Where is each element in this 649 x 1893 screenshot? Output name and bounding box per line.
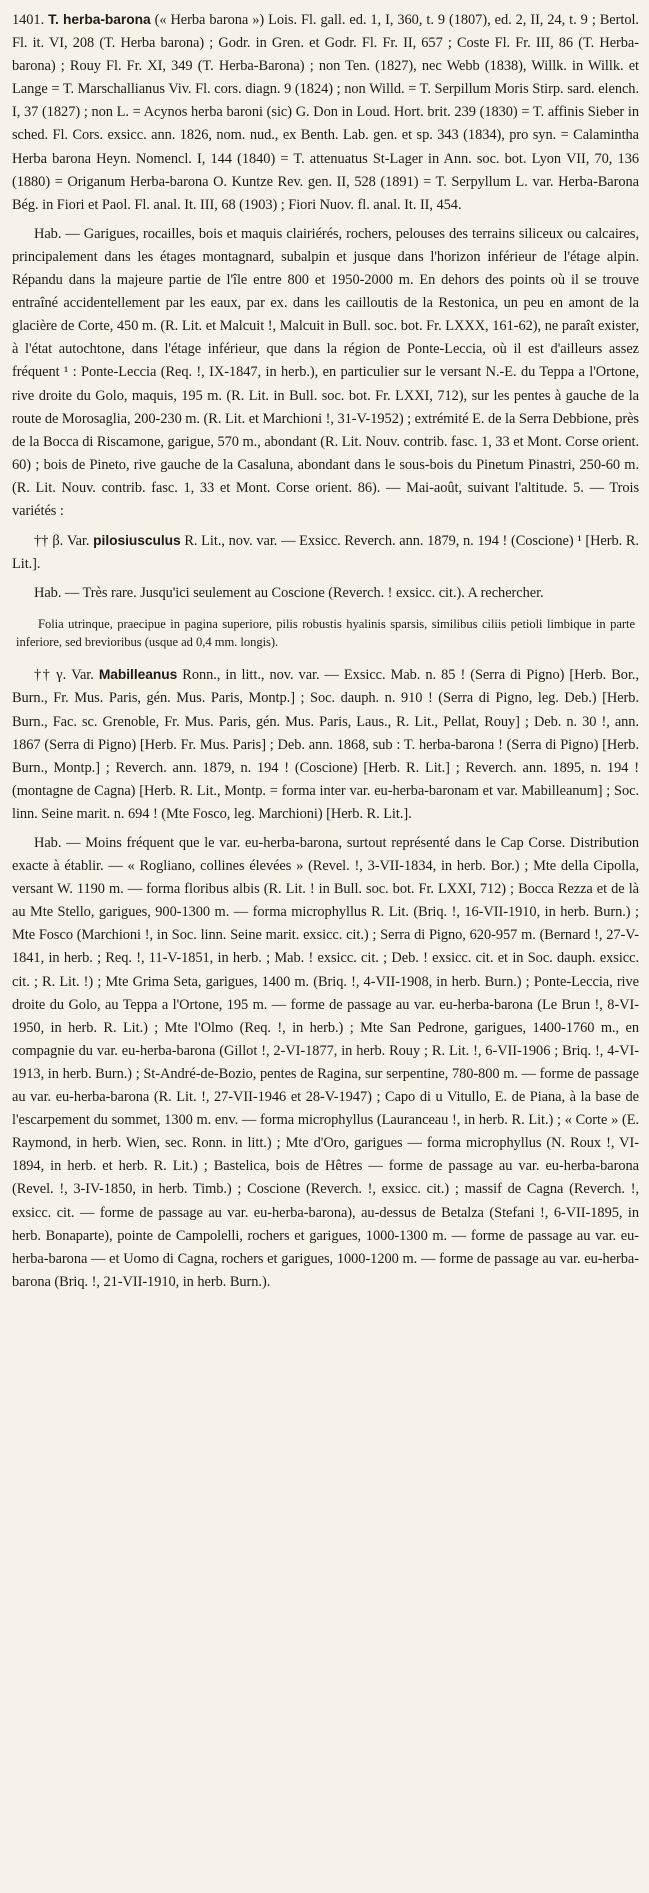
variety-gamma-habitat: Hab. — Moins fréquent que le var. eu-herba-barona, surtout représenté dans le Cap Corse. Distribution exacte à établir. — « Rogliano, collines élevées » (Revel. !, 3-VII-1834, in herb. Bor.) ; Mte della Cipolla, versant W. 1190 m. — forma floribus albis (R. Lit. ! in Bull. soc. bot. Fr. LXXI, 712) ; Bocca Rezza et de là au Mte Stello, garigues, 900-1300 m. — forma microphyllus R. Lit. (Briq. !, 16-VII-1910, in herb. Burn.) ; Mte Fosco (Marchioni !, in Soc. linn. Seine marit. exsicc. cit.) ; Serra di Pigno, 620-957 m. (Bernard !, 27-V-1841, in herb. ; Req. !, 11-V-1851, in herb. ; Mab. ! exsicc. cit. ; Deb. ! exsicc. cit. et in Soc. dauph. exsicc. cit. ; R. Lit. !) ; Mte Grima Seta, garigues, 1400 m. (Briq. !, 4-VII-1908, in herb. Burn.) ; Ponte-Leccia, rive droite du Golo, au Teppa a l'Ortone, 195 m. — forme de passage au var. eu-herba-barona (Le Brun !, 8-VI-1950, in herb. R. Lit.) ; Mte l'Olmo (Req. !, in herb.) ; Mte San Pedrone, garigues, 1400-1760 m., en compagnie du var. eu-herba-barona (Gillot !, 2-VI-1877, in herb. Rouy ; R. Lit. !, 6-VII-1906 ; Briq. !, 4-VI-1913, in herb. Burn.) ; St-André-de-Bozio, pentes de Ragina, sur serpentine, 780-800 m. — forme de passage au var. eu-herba-barona (R. Lit. !, 27-VII-1946 et 28-V-1947) ; Capo di u Vitullo, E. de Piana, à la base de l'escarpement du sommet, 1300 m. env. — forma microphyllus (Lauranceau !, in herb. R. Lit.) ; « Corte » (E. Raymond, in herb. Wien, sec. Ronn. in litt.) ; Mte d'Oro, garigues — forma microphyllus (N. Roux !, VI-1894, in herb. et herb. R. Lit.) ; Bastelica, bois de Hêtres — forme de passage au var. eu-herba-barona (Revel. !, 3-IV-1850, in herb. Timb.) ; Coscione (Reverch. !, exsicc. cit.) ; massif de Cagna (Reverch. !, exsicc. cit. — forme de passage au var. eu-herba-barona), au-dessus de Betalza (Stefani !, 6-VII-1895, in herb. Bonaparte), pointe de Campolelli, rochers et garigues, 1000-1300 m. — forme de passage au var. eu-herba-barona — et Uomo di Cagna, rochers et garigues, 1000-1200 m. — forme de passage au var. eu-herba-barona (Briq. !, 21-VII-1910, in herb. Burn.).	[12, 835, 639, 1290]
species-header	[12, 8, 639, 217]
variety-beta-habitat: Hab. — Très rare. Jusqu'ici seulement au Coscione (Reverch. ! exsicc. cit.). A rechercher.	[34, 585, 544, 602]
variety-gamma-name: Mabilleanus	[98, 667, 178, 683]
variety-gamma-marker: †† γ. Var.	[34, 667, 94, 684]
species-synonymy: (« Herba barona ») Lois. Fl. gall. ed. 1, I, 360, t. 9 (1807), ed. 2, II, 24, t. 9 ; Bertol. Fl. it. VI, 208 (T. Herba barona) ; Godr. in Gren. et Godr. Fl. Fr. II, 657 ; Coste Fl. Fr. III, 86 (T. Herba-barona) ; Rouy Fl. Fr. XI, 349 (T. Herba-Barona) ; non Ten. (1827), nec Webb (1838), Willk. in Willk. et Lange = T. Marschallianus Viv. Fl. cors. diagn. 9 (1824) ; non Willd. = T. Serpillum Moris Stirp. sard. elench. I, 37 (1827) ; non L. = Acynos herba baroni (sic) G. Don in Loud. Hort. brit. 239 (1830) = T. affinis Sieber in sched. Fl. Cors. exsicc. ann. 1826, nom. nud., ex Benth. Lab. gen. et sp. 343 (1834), pro syn. = Calamintha Herba barona Heyn. Nomencl. I, 144 (1840) = T. attenuatus St-Lager in Ann. soc. bot. Lyon VII, 70, 136 (1880) = Origanum Herba-barona O. Kuntze Rev. gen. II, 528 (1891) = T. Serpyllum L. var. Herba-Barona Bég. in Fiori et Paol. Fl. anal. It. III, 68 (1903) ; Fiori Nuov. fl. anal. It. II, 454.	[12, 12, 639, 213]
species-number: 1401.	[12, 12, 45, 28]
variety-beta-text: R. Lit., nov. var. — Exsicc. Reverch. ann. 1879, n. 194 ! (Coscione) ¹ [Herb. R. Lit.].	[12, 533, 639, 573]
variety-gamma-header	[12, 663, 639, 826]
variety-beta-name: pilosiusculus	[93, 533, 181, 549]
species-name: T. herba-barona	[48, 12, 151, 27]
variety-beta-latin-diagnosis: Folia utrinque, praecipue in pagina superiore, pilis robustis hyalinis sparsis, similibus ciliis petioli limbique in parte inferiore, sed brevioribus (usque ad 0,4 mm. longis).	[16, 617, 635, 650]
variety-gamma-text: Ronn., in litt., nov. var. — Exsicc. Mab. n. 85 ! (Serra di Pigno) [Herb. Bor., Burn., Fr. Mus. Paris, gén. Mus. Paris, Montp.] ; Soc. dauph. n. 910 ! (Serra di Pigno, leg. Deb.) [Herb. Burn., Fac. sc. Grenoble, Fr. Mus. Paris, gén. Mus. Paris, Laus., R. Lit., Pellat, Rouy] ; Deb. n. 30 !, ann. 1867 (Serra di Pigno) [Herb. Fr. Mus. Paris] ; Deb. ann. 1868, sub : T. herba-barona ! (Serra di Pigno) [Herb. Burn., Montp.] ; Reverch. ann. 1879, n. 194 ! (Coscione) [Herb. R. Lit.] ; Reverch. ann. 1895, n. 194 ! (montagne de Cagna) [Herb. R. Lit., Montp. = forma inter var. eu-herba-baronam et var. Mabilleanum] ; Soc. linn. Seine marit. n. 694 ! (Mte Fosco, leg. Marchioni) [Herb. R. Lit.].	[12, 667, 639, 822]
variety-beta-marker: †† β. Var.	[34, 533, 90, 550]
habitat-paragraph: Hab. — Garigues, rocailles, bois et maquis clairiérés, rochers, pelouses des terrains siliceux ou calcaires, principalement dans les étages montagnard, subalpin et jusque dans l'horizon inférieur de l'étage alpin. Répandu dans la majeure partie de l'île entre 800 et 1950-2000 m. En dehors des points où il se trouve entraîné accidentellement par les eaux, par ex. dans les cailloutis de la Restonica, un peu en amont de la glacière de Corte, 450 m. (R. Lit. et Malcuit !, Malcuit in Bull. soc. bot. Fr. LXXX, 161-62), ne paraît exister, à l'état autochtone, dans l'étage inférieur, que dans la région de Ponte-Leccia, où il est d'ailleurs assez fréquent ¹ : Ponte-Leccia (Req. !, IX-1847, in herb.), en particulier sur le versant N.-E. du Teppa a l'Ortone, rive droite du Golo, maquis, 195 m. (R. Lit. in Bull. soc. bot. Fr. LXXI, 712), sur les pentes à gauche de la route de Morosaglia, 200-230 m. (R. Lit. et Marchioni !, 31-V-1952) ; extrémité E. de la Serra Debbione, près de la Bocca di Riscamone, garigue, 570 m., abondant (R. Lit. Nouv. contrib. fasc. 1, 33 et Mont. Corse orient. 60) ; bois de Pineto, rive gauche de la Casaluna, abondant dans le sous-bois du Pinetum Pinastri, 250-60 m. (R. Lit. Nouv. contrib. fasc. 1, 33 et Mont. Corse orient. 86). — Mai-août, suivant l'altitude. 5. — Trois variétés :	[12, 225, 639, 519]
variety-beta-header	[12, 529, 639, 576]
